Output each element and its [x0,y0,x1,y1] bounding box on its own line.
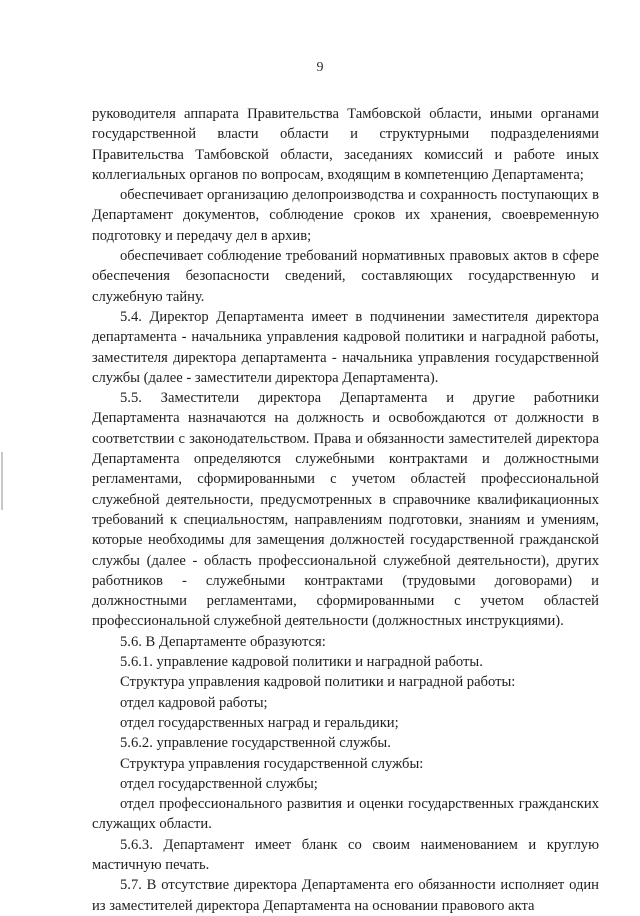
paragraph-5-6-1: 5.6.1. управление кадровой политики и наградной работы. [120,654,483,671]
list-item-civil-service-dept: отдел государственной службы; [120,775,318,792]
paragraph-5-6-2: 5.6.2. управление государственной службы. [120,735,391,752]
paragraph-5-4: 5.4. Директор Департамента имеет в подчинении заместителя директора департамента - начальника управления кадровой политики и наградной работы, заместителя директора департамента - начальника управления государственной службы (далее - заместители директора Департамента). [92,308,599,386]
page-number: 9 [316,60,324,75]
paragraph-secrecy: обеспечивает соблюдение требований нормативных правовых актов в сфере обеспечения безопасности сведений, составляющих государственную и служебную тайну. [92,248,599,305]
paragraph-5-6: 5.6. В Департаменте образуются: [120,633,326,650]
document-body [92,104,599,916]
list-item-development-dept: отдел профессионального развития и оценки государственных гражданских служащих области. [92,796,599,833]
paragraph-5-7: 5.7. В отсутствие директора Департамента его обязанности исполняет один из заместителей директора Департамента на основании правового акта [92,877,599,914]
paragraph-5-5: 5.5. Заместители директора Департамента и другие работники Департамента назначаются на должность и освобождаются от должности в соответствии с законодательством. Права и обязанности заместителей директора Департамента определяются служебными контрактами и должностными регламентами, сформированными с учетом областей профессиональной служебной деятельности, предусмотренных в справочнике квалификационных требований к специальностям, направлениям подготовки, знаниям и умениям, которые необходимы для замещения должностей государственной гражданской службы (далее - область профессиональной служебной деятельности), других работников - служебными контрактами (трудовыми договорами) и должностными регламентами, сформированными с учетом областей профессиональной служебной деятельности (должностных инструкциями). [92,390,599,630]
paragraph-structure-hr: Структура управления кадровой политики и наградной работы: [120,674,516,691]
paragraph-continuation: руководителя аппарата Правительства Тамбовской области, иными органами государственной власти области и структурными подразделениями Правительства Тамбовской области, заседаниях комиссий и работе иных коллегиальных органов по вопросам, входящим в компетенцию Департамента; [92,106,599,183]
paragraph-5-6-3: 5.6.3. Департамент имеет бланк со своим наименованием и круглую мастичную печать. [92,836,599,873]
list-item-awards-dept: отдел государственных наград и геральдики; [120,714,399,731]
paragraph-structure-civil-service: Структура управления государственной службы: [120,755,424,772]
list-item-hr-dept: отдел кадровой работы; [120,694,268,711]
paragraph-records-management: обеспечивает организацию делопроизводства и сохранность поступающих в Департамент документов, соблюдение сроков их хранения, своевременную подготовку и передачу дел в архив; [92,187,599,244]
scan-edge-mark [1,452,3,510]
